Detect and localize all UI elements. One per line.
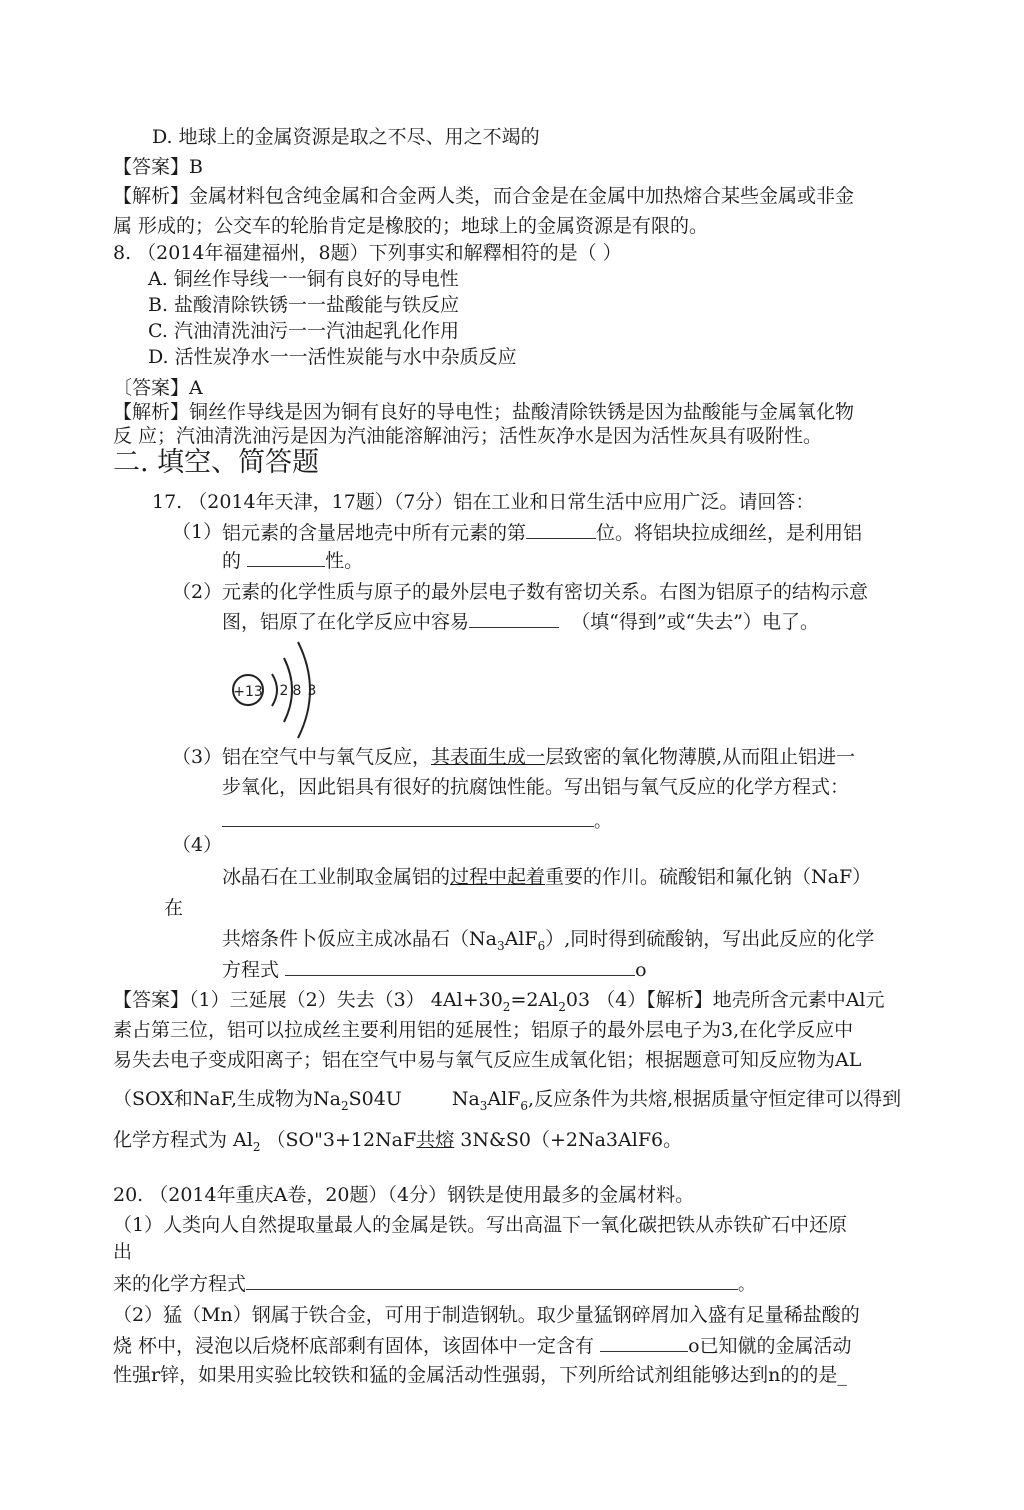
q17-part3-line2: 步氧化，因此铝具有很好的抗腐蚀性能。写出铝与氧气反应的化学方程式：	[222, 776, 850, 798]
q20-part1-line2: 出	[113, 1241, 133, 1263]
nucleus-charge: +13	[233, 684, 263, 700]
shell-2-electrons: 8	[292, 683, 302, 699]
q20-blank-solid[interactable]	[600, 1333, 688, 1352]
q17-part4-line1: 冰晶石在工业制取金属铝的过程中起着重要的作川。硫酸铝和氟化钠（NaF）	[222, 866, 872, 888]
q20-part1-line1: （1）人类向人自然提取量最人的金属是铁。写出高温下一氧化碳把铁从赤铁矿石中还原	[113, 1214, 848, 1236]
q17-part2-line2: 图，铝原了在化学反应中容易 （填“得到”或“失去”）电了。	[222, 611, 819, 633]
q17-answer-line2: 素占第三位，铝可以拉成丝主要利用铝的延展性；铝原子的最外层电子为3,在化学反应中	[113, 1019, 854, 1041]
q8-option-b: B. 盐酸清除铁锈一一盐酸能与铁反应	[148, 294, 460, 316]
q17-part3-line1: 铝在空气中与氧气反应，其表面生成一层致密的氧化物薄膜,从而阻止铝进一	[222, 746, 856, 768]
q8-analysis-line2: 反 应；汽油清洗油污是因为汽油能溶解油污；活性灰净水是因为活性灰具有吸附性。	[113, 425, 823, 447]
q17-part3-line3: 。	[222, 808, 611, 834]
q8-answer: 〔答案】A	[113, 377, 203, 399]
section-heading: 二. 填空、简答题	[113, 447, 320, 478]
q20-stem: 20. （2014年重庆A卷，20题）（4分）钢铁是使用最多的金属材料。	[113, 1184, 695, 1206]
q17-part4-line3: 方程式 o	[222, 959, 647, 981]
q20-part2-line1: （2）猛（Mn）钢属于铁合金，可用于制造钢轨。取少量猛钢碎屑加入盛有足量稀盐酸的	[113, 1304, 860, 1326]
q17-answer-line1: 【答案】（1）三延展（2）失去（3） $4Al+30_2=2Al_203$ （4）【解析】地壳所含元素中Al元	[113, 989, 885, 1014]
q8-option-c: C. 汽油清洗油污一一汽油起乳化作用	[148, 320, 459, 342]
q17-answer-line4: （SOX和NaF,生成物为$Na_2S04U$ $Na_3AlF_6$,反应条件为共熔,根据质量守恒定律可以得到	[113, 1088, 902, 1113]
electron-shell-1	[272, 674, 277, 706]
q20-part1-line3: 来的化学方程式 。	[113, 1273, 756, 1295]
shell-3-electrons: 3	[307, 683, 317, 699]
q17-part2-line1: 元素的化学性质与原子的最外层电子数有密切关系。右图为铝原子的结构示意	[222, 581, 869, 603]
q8-option-d: D. 活性炭净水一一活性炭能与水中杂质反应	[148, 346, 517, 368]
q17-part1-number: （1）	[172, 521, 223, 543]
q17-answer-line5: 化学方程式为 $Al_2$ （SO"3+12NaF共熔 3N&S0（+2Na3AlF6。	[113, 1129, 683, 1154]
q7-answer: 【答案】B	[113, 156, 203, 178]
q17-part1-line1: 铝元素的含量居地壳中所有元素的第 位。将铝块拉成细丝，是利用铝	[222, 522, 863, 544]
q17-blank-equation-4[interactable]	[285, 957, 635, 976]
q7-option-d: D. 地球上的金属资源是取之不尽、用之不竭的	[152, 126, 540, 148]
q7-analysis-line2: 属 形成的；公交车的轮胎肯定是橡胶的；地球上的金属资源是有限的。	[113, 215, 709, 237]
q17-blank-electron[interactable]	[469, 609, 559, 628]
q20-blank-equation[interactable]	[246, 1271, 738, 1290]
q17-part4-line2: 共熔条件卜仮应主成冰晶石$(Na_3AlF_6)$,同时得到硫酸钠，写出此反应的化学	[222, 928, 875, 953]
q17-answer-line3: 易失去电子变成阳离子；铝在空气中易与氧气反应生成氧化铝；根据题意可知反应物为AL	[113, 1049, 862, 1071]
q8-analysis-line1: 【解析】铜丝作导线是因为铜有良好的导电性；盐酸清除铁锈是因为盐酸能与金属氧化物	[113, 401, 855, 423]
q20-part2-line3: 性强r锌，如果用实验比较铁和猛的金属活动性强弱，下列所给试剂组能够达到n的的是_	[113, 1364, 847, 1386]
q17-blank-property[interactable]	[247, 548, 325, 567]
shell-1-electrons: 2	[279, 683, 289, 699]
q17-blank-equation-3[interactable]	[222, 808, 594, 827]
q8-option-a: A. 铜丝作导线一一铜有良好的导电性	[148, 268, 459, 290]
q17-blank-rank[interactable]	[526, 520, 596, 539]
q8-stem: 8. （2014年福建福州，8题）下列事实和解釋相符的是（ ）	[113, 242, 622, 264]
q17-part4-number: （4）	[172, 834, 223, 856]
q17-part1-line2: 的 性。	[222, 550, 364, 572]
aluminium-atom-diagram	[228, 636, 328, 742]
q20-part2-line2: 烧 杯中，浸泡以后烧杯底部剩有固体，该固体中一定含有 o已知僦的金属活动	[113, 1335, 852, 1357]
q17-part2-number: （2）	[172, 581, 223, 603]
q7-analysis-line1: 【解析】金属材料包含纯金属和合金两人类，而合金是在金属中加热熔合某些金属或非金	[113, 185, 855, 207]
q17-part4-at: 在	[164, 897, 184, 919]
q17-part3-number: （3）	[172, 746, 223, 768]
q17-stem: 17. （2014年天津，17题）（7分）铝在工业和日常生活中应用广泛。请回答：	[152, 491, 815, 513]
